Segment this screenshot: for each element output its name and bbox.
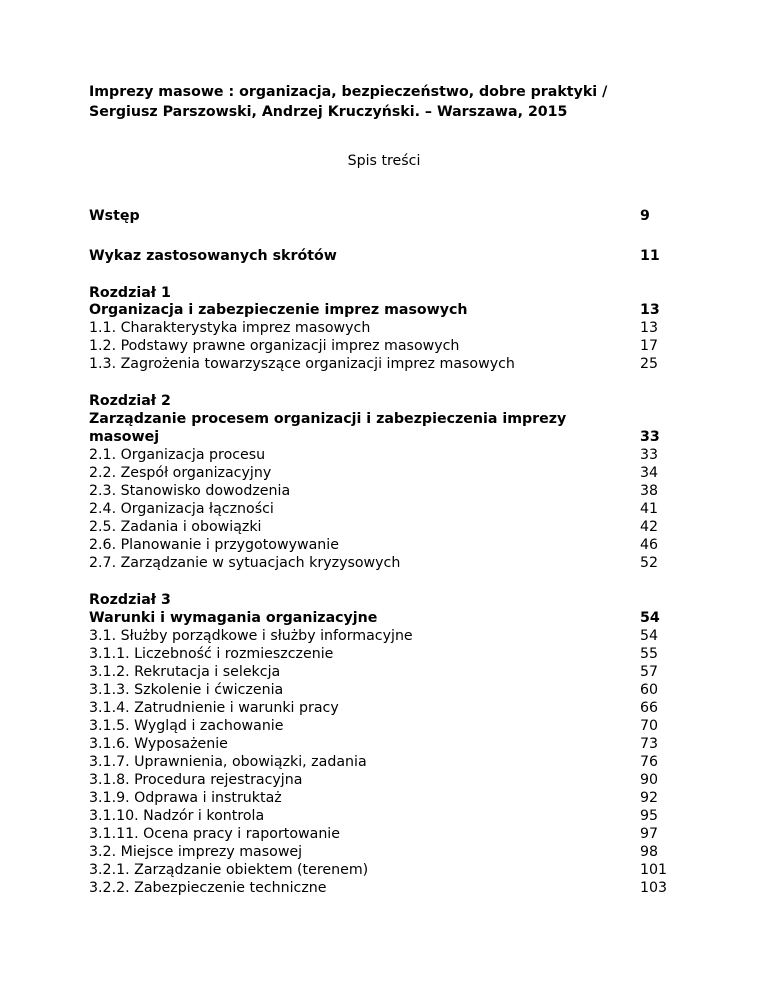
toc-entry-page: 90 xyxy=(640,772,659,788)
toc-entry-page: 95 xyxy=(640,808,659,824)
toc-entry-page: 98 xyxy=(640,844,659,860)
toc-entry-title: 3.1.5. Wygląd i zachowanie xyxy=(89,718,284,734)
chapter-title: Organizacja i zabezpieczenie imprez masowych xyxy=(89,302,468,318)
chapter-label: Rozdział 2 xyxy=(89,393,171,409)
header-line-1: Imprezy masowe : organizacja, bezpieczeństwo, dobre praktyki / xyxy=(89,84,608,100)
toc-entry-page: 17 xyxy=(640,338,659,354)
toc-entry-title: 3.2. Miejsce imprezy masowej xyxy=(89,844,303,860)
toc-entry-page: 55 xyxy=(640,646,659,662)
toc-entry-title: Wstęp xyxy=(89,208,140,224)
toc-entry-title: 3.1.6. Wyposażenie xyxy=(89,736,228,752)
toc-entry-title: Wykaz zastosowanych skrótów xyxy=(89,248,337,264)
toc-entry-page: 9 xyxy=(640,208,650,224)
toc-entry-page: 73 xyxy=(640,736,659,752)
toc-entry-title: 2.5. Zadania i obowiązki xyxy=(89,519,262,535)
toc-entry-page: 41 xyxy=(640,501,659,517)
toc-entry-title: 3.2.2. Zabezpieczenie techniczne xyxy=(89,880,327,896)
toc-entry-title: 3.1.9. Odprawa i instruktaż xyxy=(89,790,282,806)
toc-entry-page: 25 xyxy=(640,356,659,372)
toc-title: Spis treści xyxy=(347,153,421,169)
chapter-title-line-1: Zarządzanie procesem organizacji i zabezpieczenia imprezy xyxy=(89,411,567,427)
toc-entry-page: 66 xyxy=(640,700,659,716)
toc-entry-page: 54 xyxy=(640,628,659,644)
toc-entry-page: 13 xyxy=(640,320,659,336)
toc-entry-page: 34 xyxy=(640,465,659,481)
toc-entry-title: 2.6. Planowanie i przygotowywanie xyxy=(89,537,339,553)
toc-entry-title: 2.7. Zarządzanie w sytuacjach kryzysowych xyxy=(89,555,401,571)
toc-entry-title: 1.3. Zagrożenia towarzyszące organizacji imprez masowych xyxy=(89,356,515,372)
toc-entry-title: 2.1. Organizacja procesu xyxy=(89,447,266,463)
toc-entry-title: 3.1.8. Procedura rejestracyjna xyxy=(89,772,303,788)
toc-entry-title: 3.2.1. Zarządzanie obiektem (terenem) xyxy=(89,862,369,878)
toc-entry-page: 101 xyxy=(640,862,668,878)
toc-entry-page: 97 xyxy=(640,826,659,842)
chapter-label: Rozdział 3 xyxy=(89,592,171,608)
toc-entry-title: 2.3. Stanowisko dowodzenia xyxy=(89,483,291,499)
toc-entry-title: 3.1.4. Zatrudnienie i warunki pracy xyxy=(89,700,339,716)
toc-entry-page: 38 xyxy=(640,483,659,499)
toc-entry-title: 3.1.11. Ocena pracy i raportowanie xyxy=(89,826,340,842)
toc-entry-page: 57 xyxy=(640,664,659,680)
toc-entry-title: 3.1.1. Liczebność i rozmieszczenie xyxy=(89,646,334,662)
toc-entry-page: 42 xyxy=(640,519,659,535)
toc-entry-title: 2.4. Organizacja łączności xyxy=(89,501,274,517)
toc-entry-page: 33 xyxy=(640,447,659,463)
toc-entry-title: 3.1. Służby porządkowe i służby informacyjne xyxy=(89,628,413,644)
toc-entry-page: 60 xyxy=(640,682,659,698)
chapter-label: Rozdział 1 xyxy=(89,285,171,301)
chapter-page: 54 xyxy=(640,610,660,626)
toc-entry-title: 1.1. Charakterystyka imprez masowych xyxy=(89,320,371,336)
chapter-page: 33 xyxy=(640,429,660,445)
toc-entry-title: 3.1.10. Nadzór i kontrola xyxy=(89,808,265,824)
toc-entry-page: 46 xyxy=(640,537,659,553)
chapter-title: masowej xyxy=(89,429,160,445)
chapter-page: 13 xyxy=(640,302,660,318)
toc-entry-page: 103 xyxy=(640,880,668,896)
bibliographic-header xyxy=(89,82,709,122)
toc-entry-title: 3.1.3. Szkolenie i ćwiczenia xyxy=(89,682,284,698)
toc-entry-page: 92 xyxy=(640,790,659,806)
toc-entry-title: 2.2. Zespół organizacyjny xyxy=(89,465,272,481)
toc-entry-title: 1.2. Podstawy prawne organizacji imprez masowych xyxy=(89,338,460,354)
toc-entry-page: 11 xyxy=(640,248,660,264)
chapter-title: Warunki i wymagania organizacyjne xyxy=(89,610,378,626)
header-line-2: Sergiusz Parszowski, Andrzej Kruczyński. – Warszawa, 2015 xyxy=(89,104,568,120)
toc-entry-page: 52 xyxy=(640,555,659,571)
toc-entry-page: 70 xyxy=(640,718,659,734)
toc-entry-title: 3.1.7. Uprawnienia, obowiązki, zadania xyxy=(89,754,367,770)
toc-entry-title: 3.1.2. Rekrutacja i selekcja xyxy=(89,664,281,680)
toc-entry-page: 76 xyxy=(640,754,659,770)
